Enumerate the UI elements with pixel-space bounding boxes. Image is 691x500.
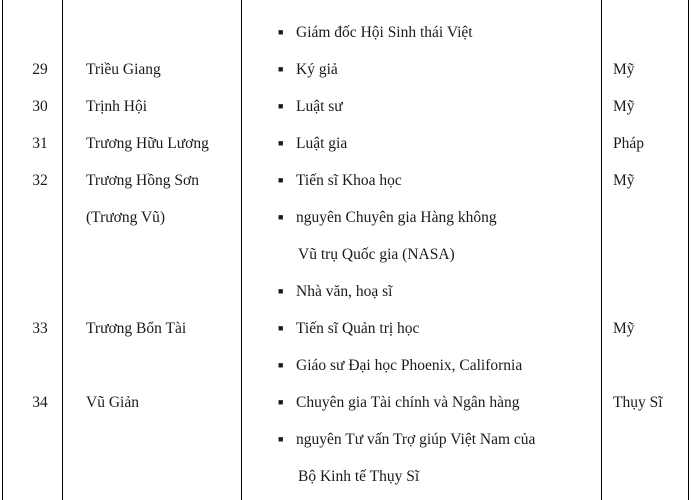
- description-text: nguyên Tư vấn Trợ giúp Việt Nam của: [296, 431, 536, 448]
- row-number: 34: [32, 394, 48, 411]
- country-text: Mỹ: [613, 320, 635, 337]
- description-text: Luật gia: [296, 135, 348, 152]
- bullet-icon: ■: [278, 138, 284, 148]
- description-text: Vũ trụ Quốc gia (NASA): [298, 246, 455, 263]
- description-text: Tiến sĩ Quản trị học: [296, 320, 420, 337]
- row-number: 30: [32, 98, 48, 115]
- country-text: Pháp: [613, 135, 644, 152]
- bullet-icon: ■: [278, 212, 284, 222]
- description-text: Tiến sĩ Khoa học: [296, 172, 402, 189]
- row-number: 32: [32, 172, 48, 189]
- table-row: [0, 347, 691, 384]
- person-name: Triều Giang: [86, 61, 161, 78]
- person-name: (Trương Vũ): [86, 209, 166, 226]
- table-row: [0, 162, 691, 199]
- country-text: Mỹ: [613, 98, 635, 115]
- table-row: [0, 88, 691, 125]
- table-row: [0, 14, 691, 51]
- bullet-icon: ■: [278, 175, 284, 185]
- bullet-icon: ■: [278, 286, 284, 296]
- person-name: Trịnh Hội: [86, 98, 148, 115]
- country-text: Thụy Sĩ: [613, 394, 663, 411]
- country-text: Mỹ: [613, 172, 635, 189]
- person-name: Trương Hữu Lương: [86, 135, 209, 152]
- row-number: 33: [32, 320, 48, 337]
- bullet-icon: ■: [278, 360, 284, 370]
- table-row: [0, 421, 691, 458]
- bullet-icon: ■: [278, 434, 284, 444]
- description-text: nguyên Chuyên gia Hàng không: [296, 209, 497, 226]
- person-name: Vũ Giản: [86, 394, 139, 411]
- table-row: [0, 236, 691, 273]
- bullet-icon: ■: [278, 27, 284, 37]
- row-number: 29: [32, 61, 48, 78]
- bullet-icon: ■: [278, 101, 284, 111]
- description-text: Ký giả: [296, 61, 338, 78]
- description-text: Luật sư: [296, 98, 343, 115]
- bullet-icon: ■: [278, 397, 284, 407]
- bullet-icon: ■: [278, 323, 284, 333]
- table-row: [0, 199, 691, 236]
- table-row: [0, 458, 691, 495]
- table-row: [0, 125, 691, 162]
- description-text: Giáo sư Đại học Phoenix, California: [296, 357, 523, 374]
- description-text: Bộ Kinh tế Thụy Sĩ: [298, 468, 420, 485]
- table-row: [0, 384, 691, 421]
- country-text: Mỹ: [613, 61, 635, 78]
- description-text: Giám đốc Hội Sinh thái Việt: [296, 24, 473, 41]
- table-row: [0, 310, 691, 347]
- description-text: Nhà văn, hoạ sĩ: [296, 283, 393, 300]
- row-number: 31: [32, 135, 48, 152]
- table-row: [0, 273, 691, 310]
- person-name: Trương Bổn Tài: [86, 320, 187, 337]
- bullet-icon: ■: [278, 64, 284, 74]
- person-name: Trương Hồng Sơn: [86, 172, 199, 189]
- description-text: Chuyên gia Tài chính và Ngân hàng: [296, 394, 520, 411]
- table-row: [0, 51, 691, 88]
